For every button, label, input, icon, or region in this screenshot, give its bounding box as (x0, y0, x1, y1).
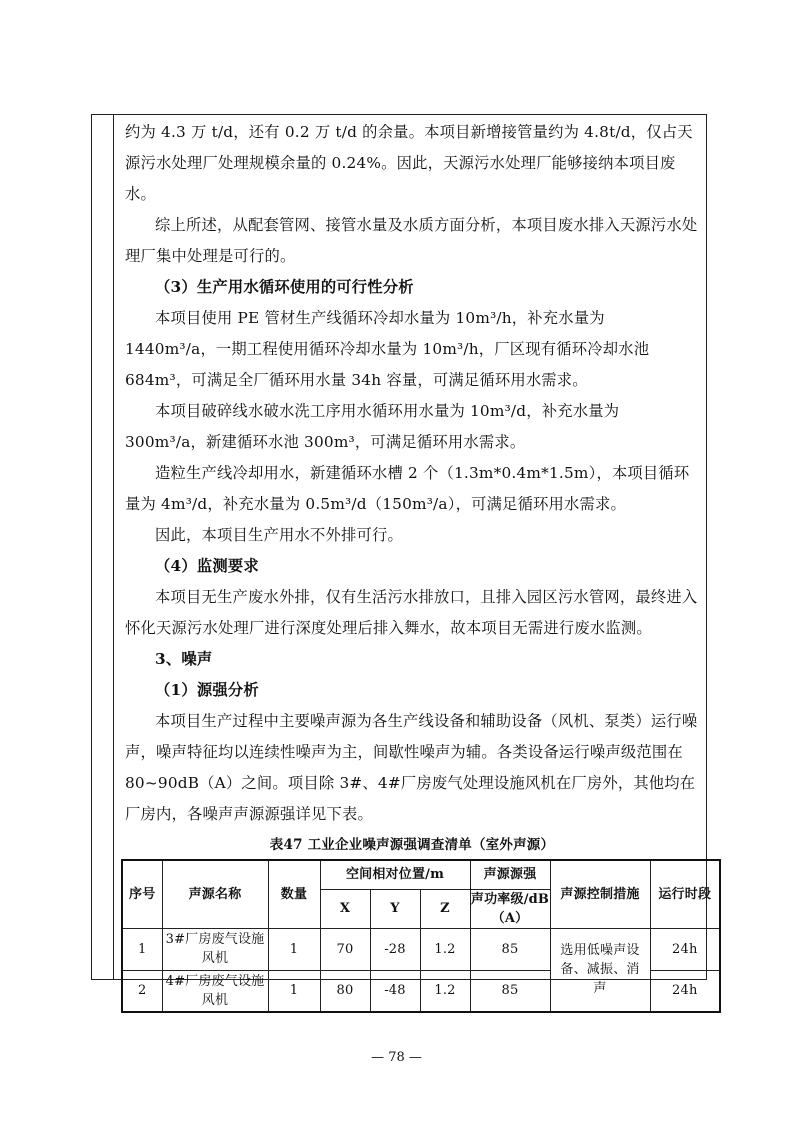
header-run-time: 运行时段 (650, 860, 720, 928)
cell-name: 3#厂房废气设施风机 (162, 928, 268, 970)
header-seq: 序号 (122, 860, 162, 928)
cell-x: 70 (320, 928, 370, 970)
header-x: X (320, 889, 370, 928)
cell-qty: 1 (268, 928, 320, 970)
cell-name: 4#厂房废气设施风机 (162, 970, 268, 1012)
paragraph: 综上所述，从配套管网、接管水量及水质方面分析，本项目废水排入天源污水处理厂集中处理是可行的。 (125, 216, 698, 265)
cell-control-measure: 选用低噪声设备、减振、消声 (550, 928, 650, 1012)
header-source-strength: 声源源强 (470, 860, 550, 889)
page-number: — 78 — (371, 1050, 422, 1065)
paragraph: 本项目破碎线水破水洗工序用水循环用水量为 10m³/d，补充水量为 300m³/a，新建循环水池 300m³，可满足循环用水需求。 (125, 402, 620, 451)
header-position: 空间相对位置/m (320, 860, 470, 889)
cell-y: -28 (370, 928, 420, 970)
header-z: Z (420, 889, 470, 928)
cell-power: 85 (470, 970, 550, 1012)
content-frame (91, 114, 712, 1008)
paragraph: 约为 4.3 万 t/d，还有 0.2 万 t/d 的余量。本项目新增接管量约为 4.8t/d，仅占天源污水处理厂处理规模余量的 0.24%。因此，天源污水处理厂能够接纳本项目废水。 (125, 123, 693, 203)
table-caption: 表47 工业企业噪声源强调查清单（室外声源） (269, 837, 555, 853)
cell-y: -48 (370, 970, 420, 1012)
section-heading: （1）源强分析 (155, 681, 259, 699)
cell-run-time: 24h (650, 928, 720, 970)
paragraph: 本项目生产过程中主要噪声源为各生产线设备和辅助设备（风机、泵类）运行噪声，噪声特征均以连续性噪声为主，间歇性噪声为辅。各类设备运行噪声级范围在 80~90dB（A）之间。项目除 3#、4#厂房废气处理设施风机在厂房外，其他均在厂房内，各噪声声源源强详见下表。 (125, 712, 698, 823)
section-heading: 3、噪声 (155, 650, 213, 668)
cell-z: 1.2 (420, 970, 470, 1012)
header-control: 声源控制措施 (550, 860, 650, 928)
header-y: Y (370, 889, 420, 928)
cell-seq: 1 (122, 928, 162, 970)
cell-run-time: 24h (650, 970, 720, 1012)
paragraph: 因此，本项目生产用水不外排可行。 (155, 526, 403, 544)
header-qty: 数量 (268, 860, 320, 928)
section-heading: （3）生产用水循环使用的可行性分析 (155, 278, 414, 296)
cell-seq: 2 (122, 970, 162, 1012)
document-body (125, 117, 712, 1013)
noise-source-table (121, 859, 721, 1013)
cell-qty: 1 (268, 970, 320, 1012)
table-row (122, 928, 720, 970)
header-name: 声源名称 (162, 860, 268, 928)
cell-x: 80 (320, 970, 370, 1012)
left-label-column (92, 115, 114, 979)
section-heading: （4）监测要求 (155, 557, 259, 575)
cell-z: 1.2 (420, 928, 470, 970)
paragraph: 本项目无生产废水外排，仅有生活污水排放口，且排入园区污水管网，最终进入怀化天源污水处理厂进行深度处理后排入舞水，故本项目无需进行废水监测。 (125, 588, 698, 637)
header-power-level: 声功率级/dB（A） (470, 889, 550, 928)
cell-power: 85 (470, 928, 550, 970)
paragraph: 本项目使用 PE 管材生产线循环冷却水量为 10m³/h，补充水量为 1440m³/a，一期工程使用循环冷却水量为 10m³/h，厂区现有循环冷却水池 684m³，可满足全厂循环用水量 34h 容量，可满足循环用水需求。 (125, 309, 650, 389)
paragraph: 造粒生产线冷却用水，新建循环水槽 2 个（1.3m*0.4m*1.5m），本项目循环量为 4m³/d，补充水量为 0.5m³/d（150m³/a），可满足循环用水需求。 (125, 464, 690, 513)
